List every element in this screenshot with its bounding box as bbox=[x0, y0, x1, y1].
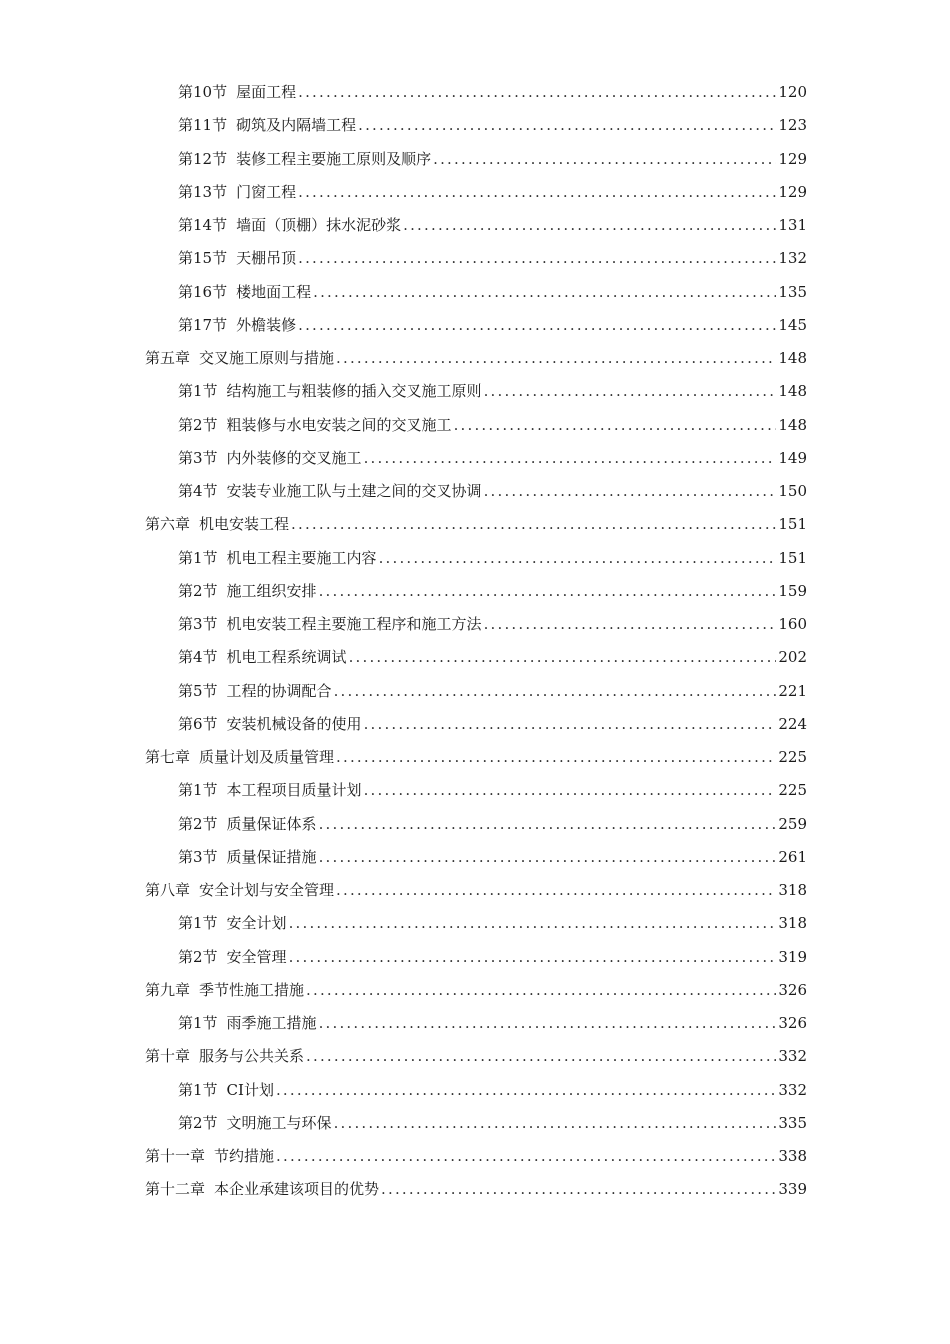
toc-section-entry[interactable] bbox=[0, 142, 950, 175]
toc-entry-title: CI计划 bbox=[226, 1080, 274, 1099]
toc-entry-page-number: 225 bbox=[778, 781, 807, 800]
toc-entry-number: 第15节 bbox=[178, 249, 228, 268]
toc-entry-title: 安装机械设备的使用 bbox=[226, 714, 362, 733]
dot-leader bbox=[306, 981, 776, 999]
toc-entry-title: 屋面工程 bbox=[236, 83, 297, 102]
dot-leader bbox=[289, 948, 777, 966]
toc-entry-page-number: 160 bbox=[778, 615, 807, 634]
dot-leader bbox=[364, 715, 777, 733]
toc-entry-number: 第4节 bbox=[178, 648, 218, 667]
toc-section-entry[interactable] bbox=[0, 108, 950, 141]
toc-entry-title: 机电安装工程主要施工程序和施工方法 bbox=[226, 615, 482, 634]
dot-leader bbox=[276, 1081, 776, 1099]
toc-entry-title: 质量保证体系 bbox=[226, 814, 317, 833]
toc-entry-page-number: 332 bbox=[778, 1080, 807, 1099]
toc-section-entry[interactable] bbox=[0, 1073, 950, 1106]
toc-entry-number: 第1节 bbox=[178, 781, 218, 800]
toc-section-entry[interactable] bbox=[0, 241, 950, 274]
toc-entry-page-number: 145 bbox=[778, 315, 807, 334]
toc-entry-page-number: 259 bbox=[778, 814, 807, 833]
toc-chapter-entry[interactable] bbox=[0, 740, 950, 773]
toc-section-entry[interactable] bbox=[0, 707, 950, 740]
dot-leader bbox=[381, 1180, 776, 1198]
toc-entry-number: 第16节 bbox=[178, 282, 228, 301]
toc-entry-title: 安全计划与安全管理 bbox=[199, 881, 335, 900]
toc-entry-number: 第1节 bbox=[178, 914, 218, 933]
toc-entry-page-number: 326 bbox=[778, 980, 807, 999]
toc-section-entry[interactable] bbox=[0, 75, 950, 108]
toc-entry-number: 第九章 bbox=[145, 980, 191, 999]
dot-leader bbox=[484, 615, 777, 633]
toc-entry-page-number: 135 bbox=[778, 282, 807, 301]
toc-entry-number: 第14节 bbox=[178, 216, 228, 235]
toc-entry-title: 雨季施工措施 bbox=[226, 1014, 317, 1033]
toc-entry-title: 工程的协调配合 bbox=[226, 681, 332, 700]
toc-entry-number: 第10节 bbox=[178, 83, 228, 102]
toc-entry-title: 结构施工与粗装修的插入交叉施工原则 bbox=[226, 382, 482, 401]
dot-leader bbox=[484, 382, 777, 400]
toc-entry-number: 第2节 bbox=[178, 1113, 218, 1132]
dot-leader bbox=[319, 582, 777, 600]
toc-entry-number: 第七章 bbox=[145, 748, 191, 767]
dot-leader bbox=[319, 815, 777, 833]
toc-entry-number: 第17节 bbox=[178, 315, 228, 334]
dot-leader bbox=[336, 881, 776, 899]
toc-chapter-entry[interactable] bbox=[0, 1139, 950, 1172]
toc-chapter-entry[interactable] bbox=[0, 1039, 950, 1072]
toc-section-entry[interactable] bbox=[0, 574, 950, 607]
dot-leader bbox=[306, 1047, 776, 1065]
toc-entry-number: 第八章 bbox=[145, 881, 191, 900]
toc-entry-title: 机电工程系统调试 bbox=[226, 648, 347, 667]
toc-section-entry[interactable] bbox=[0, 541, 950, 574]
toc-entry-number: 第五章 bbox=[145, 349, 191, 368]
toc-section-entry[interactable] bbox=[0, 408, 950, 441]
toc-section-entry[interactable] bbox=[0, 840, 950, 873]
toc-entry-number: 第2节 bbox=[178, 814, 218, 833]
toc-entry-number: 第1节 bbox=[178, 1080, 218, 1099]
toc-entry-title: 内外装修的交叉施工 bbox=[226, 448, 362, 467]
toc-entry-title: 安装专业施工队与土建之间的交叉协调 bbox=[226, 482, 482, 501]
dot-leader bbox=[313, 283, 776, 301]
toc-entry-number: 第3节 bbox=[178, 847, 218, 866]
toc-entry-title: 墙面（顶棚）抹水泥砂浆 bbox=[236, 216, 402, 235]
toc-section-entry[interactable] bbox=[0, 374, 950, 407]
toc-chapter-entry[interactable] bbox=[0, 341, 950, 374]
toc-entry-number: 第3节 bbox=[178, 615, 218, 634]
toc-entry-title: 粗装修与水电安装之间的交叉施工 bbox=[226, 415, 452, 434]
toc-entry-number: 第十章 bbox=[145, 1047, 191, 1066]
toc-entry-page-number: 202 bbox=[778, 648, 807, 667]
toc-entry-title: 外檐装修 bbox=[236, 315, 297, 334]
toc-entry-page-number: 326 bbox=[778, 1014, 807, 1033]
toc-section-entry[interactable] bbox=[0, 441, 950, 474]
toc-entry-number: 第1节 bbox=[178, 1014, 218, 1033]
dot-leader bbox=[319, 848, 777, 866]
dot-leader bbox=[336, 349, 776, 367]
toc-entry-title: 安全计划 bbox=[226, 914, 287, 933]
toc-section-entry[interactable] bbox=[0, 607, 950, 640]
toc-entry-number: 第13节 bbox=[178, 182, 228, 201]
toc-entry-number: 第12节 bbox=[178, 149, 228, 168]
toc-entry-page-number: 339 bbox=[778, 1180, 807, 1199]
dot-leader bbox=[484, 482, 777, 500]
toc-entry-title: 天棚吊顶 bbox=[236, 249, 297, 268]
toc-entry-page-number: 335 bbox=[778, 1113, 807, 1132]
dot-leader bbox=[349, 648, 777, 666]
toc-entry-page-number: 159 bbox=[778, 581, 807, 600]
toc-section-entry[interactable] bbox=[0, 940, 950, 973]
toc-entry-title: 本企业承建该项目的优势 bbox=[214, 1180, 380, 1199]
toc-entry-number: 第2节 bbox=[178, 415, 218, 434]
toc-entry-number: 第十一章 bbox=[145, 1147, 206, 1166]
toc-entry-page-number: 150 bbox=[778, 482, 807, 501]
toc-entry-page-number: 319 bbox=[778, 947, 807, 966]
toc-chapter-entry[interactable] bbox=[0, 1172, 950, 1205]
dot-leader bbox=[289, 914, 777, 932]
toc-entry-page-number: 338 bbox=[778, 1147, 807, 1166]
toc-section-entry[interactable] bbox=[0, 308, 950, 341]
toc-entry-page-number: 151 bbox=[778, 548, 807, 567]
toc-entry-number: 第1节 bbox=[178, 548, 218, 567]
toc-section-entry[interactable] bbox=[0, 674, 950, 707]
toc-section-entry[interactable] bbox=[0, 474, 950, 507]
toc-entry-title: 施工组织安排 bbox=[226, 581, 317, 600]
toc-section-entry[interactable] bbox=[0, 906, 950, 939]
toc-entry-title: 机电安装工程 bbox=[199, 515, 290, 534]
dot-leader bbox=[364, 781, 777, 799]
toc-entry-page-number: 148 bbox=[778, 382, 807, 401]
dot-leader bbox=[334, 682, 777, 700]
toc-entry-number: 第六章 bbox=[145, 515, 191, 534]
toc-chapter-entry[interactable] bbox=[0, 973, 950, 1006]
dot-leader bbox=[319, 1014, 777, 1032]
toc-chapter-entry[interactable] bbox=[0, 507, 950, 540]
dot-leader bbox=[433, 150, 776, 168]
toc-entry-number: 第十二章 bbox=[145, 1180, 206, 1199]
toc-entry-number: 第4节 bbox=[178, 482, 218, 501]
toc-section-entry[interactable] bbox=[0, 640, 950, 673]
toc-section-entry[interactable] bbox=[0, 275, 950, 308]
dot-leader bbox=[298, 249, 776, 267]
toc-section-entry[interactable] bbox=[0, 773, 950, 806]
toc-entry-number: 第11节 bbox=[178, 116, 228, 135]
toc-section-entry[interactable] bbox=[0, 175, 950, 208]
dot-leader bbox=[358, 116, 776, 134]
toc-chapter-entry[interactable] bbox=[0, 873, 950, 906]
toc-entry-number: 第5节 bbox=[178, 681, 218, 700]
toc-entry-page-number: 149 bbox=[778, 448, 807, 467]
toc-entry-title: 本工程项目质量计划 bbox=[226, 781, 362, 800]
dot-leader bbox=[298, 316, 776, 334]
toc-section-entry[interactable] bbox=[0, 807, 950, 840]
dot-leader bbox=[276, 1147, 776, 1165]
toc-entry-number: 第3节 bbox=[178, 448, 218, 467]
toc-section-entry[interactable] bbox=[0, 1106, 950, 1139]
dot-leader bbox=[334, 1114, 777, 1132]
dot-leader bbox=[364, 449, 777, 467]
toc-entry-page-number: 151 bbox=[778, 515, 807, 534]
toc-entry-title: 楼地面工程 bbox=[236, 282, 312, 301]
toc-entry-title: 交叉施工原则与措施 bbox=[199, 349, 335, 368]
toc-entry-title: 安全管理 bbox=[226, 947, 287, 966]
dot-leader bbox=[379, 549, 777, 567]
toc-entry-page-number: 120 bbox=[778, 83, 807, 102]
toc-entry-page-number: 225 bbox=[778, 748, 807, 767]
toc-entry-title: 机电工程主要施工内容 bbox=[226, 548, 377, 567]
toc-entry-page-number: 123 bbox=[778, 116, 807, 135]
toc-entry-page-number: 132 bbox=[778, 249, 807, 268]
toc-entry-number: 第2节 bbox=[178, 947, 218, 966]
toc-entry-number: 第2节 bbox=[178, 581, 218, 600]
toc-entry-page-number: 224 bbox=[778, 714, 807, 733]
toc-entry-number: 第6节 bbox=[178, 714, 218, 733]
dot-leader bbox=[291, 515, 776, 533]
table-of-contents bbox=[0, 75, 950, 1206]
toc-entry-page-number: 129 bbox=[778, 182, 807, 201]
toc-entry-title: 砌筑及内隔墙工程 bbox=[236, 116, 357, 135]
toc-entry-page-number: 318 bbox=[778, 881, 807, 900]
toc-entry-title: 文明施工与环保 bbox=[226, 1113, 332, 1132]
toc-entry-page-number: 318 bbox=[778, 914, 807, 933]
toc-entry-page-number: 221 bbox=[778, 681, 807, 700]
dot-leader bbox=[403, 216, 776, 234]
dot-leader bbox=[298, 183, 776, 201]
toc-entry-page-number: 148 bbox=[778, 415, 807, 434]
toc-entry-page-number: 129 bbox=[778, 149, 807, 168]
toc-entry-title: 质量计划及质量管理 bbox=[199, 748, 335, 767]
toc-entry-title: 质量保证措施 bbox=[226, 847, 317, 866]
toc-entry-title: 服务与公共关系 bbox=[199, 1047, 305, 1066]
toc-entry-title: 节约措施 bbox=[214, 1147, 275, 1166]
toc-section-entry[interactable] bbox=[0, 1006, 950, 1039]
dot-leader bbox=[454, 416, 777, 434]
toc-entry-page-number: 148 bbox=[778, 349, 807, 368]
dot-leader bbox=[298, 83, 776, 101]
toc-entry-page-number: 261 bbox=[778, 847, 807, 866]
toc-entry-number: 第1节 bbox=[178, 382, 218, 401]
toc-entry-page-number: 332 bbox=[778, 1047, 807, 1066]
toc-entry-page-number: 131 bbox=[778, 216, 807, 235]
toc-section-entry[interactable] bbox=[0, 208, 950, 241]
dot-leader bbox=[336, 748, 776, 766]
toc-entry-title: 装修工程主要施工原则及顺序 bbox=[236, 149, 432, 168]
toc-entry-title: 门窗工程 bbox=[236, 182, 297, 201]
toc-entry-title: 季节性施工措施 bbox=[199, 980, 305, 999]
